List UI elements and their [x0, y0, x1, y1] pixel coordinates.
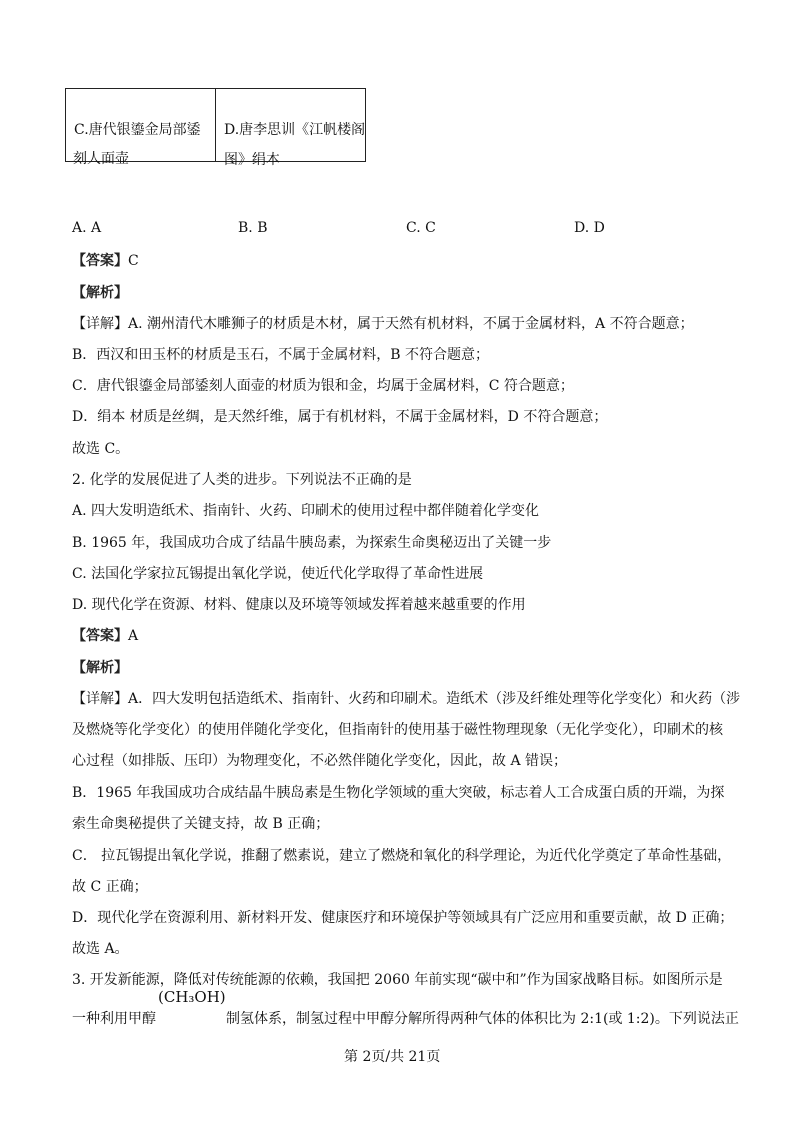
q1-answer: C [128, 253, 139, 269]
q2-detail-line: 心过程（如排版、压印）为物理变化，不必然伴随化学变化，因此，故 A 错误； [72, 753, 568, 769]
q1-option-b: B. B [238, 220, 268, 236]
q3-stem-line2b: 制氢体系，制氢过程中甲醇分解所得两种气体的体积比为 2:1(或 1:2)。下列说法正 [226, 1011, 739, 1027]
q2-analysis-tag: 【解析】 [72, 660, 128, 676]
q3-stem-line1: 3. 开发新能源，降低对传统能源的依赖，我国把 2060 年前实现“碳中和”作为国家战略目标。如图所示是 [72, 972, 723, 988]
q1-detail-line: C．唐代银鎏金局部鋈刻人面壶的材质为银和金，均属于金属材料，C 符合题意； [72, 378, 574, 394]
q1-detail-line: 【详解】A. 潮州清代木雕狮子的材质是木材，属于天然有机材料，不属于金属材料，A 不符合题意； [72, 316, 694, 332]
q2-option-a: A. 四大发明造纸术、指南针、火药、印刷术的使用过程中都伴随着化学变化 [72, 503, 540, 519]
q1-analysis-tag: 【解析】 [72, 285, 128, 301]
q2-detail-line: 【详解】A．四大发明包括造纸术、指南针、火药和印刷术。造纸术（涉及纤维处理等化学变化）和火药（涉 [72, 691, 741, 707]
q2-option-c: C. 法国化学家拉瓦锡提出氧化学说，使近代化学取得了革命性进展 [72, 566, 484, 582]
q2-stem: 2. 化学的发展促进了人类的进步。下列说法不正确的是 [72, 472, 412, 488]
q2-option-b: B. 1965 年，我国成功合成了结晶牛胰岛素，为探索生命奥秘迈出了关键一步 [72, 535, 552, 551]
cell-d-line1: D.唐李思训《江帆楼阁 [224, 122, 366, 138]
q2-option-d: D. 现代化学在资源、材料、健康以及环境等领域发挥着越来越重要的作用 [72, 597, 526, 613]
q1-answer-tag: 【答案】 [72, 253, 128, 269]
q1-detail-line: D．绢本 材质是丝绸，是天然纤维，属于有机材料，不属于金属材料，D 不符合题意； [72, 409, 608, 425]
cell-c-line1: C.唐代银鎏金局部鋈 [74, 122, 201, 138]
page-footer: 第 2页/共 21页 [344, 1049, 441, 1065]
q2-detail-line: 及燃烧等化学变化）的使用伴随化学变化，但指南针的使用基于磁性物理现象（无化学变化），印刷术的核 [72, 722, 723, 738]
q2-answer: A [128, 628, 139, 644]
cell-c-line2: 刻人面壶 [73, 151, 129, 167]
q1-option-d: D. D [574, 220, 605, 236]
q1-option-c: C. C [406, 220, 436, 236]
q2-detail-line: 故选 A。 [72, 941, 129, 957]
q2-detail-line: 故 C 正确； [72, 879, 148, 895]
q2-detail-line: 索生命奥秘提供了关键支持，故 B 正确； [72, 816, 330, 832]
q2-answer-tag: 【答案】 [72, 628, 128, 644]
q2-detail-line: C． 拉瓦锡提出氧化学说，推翻了燃素说，建立了燃烧和氧化的科学理论，为近代化学奠定了革命性基础， [72, 848, 732, 864]
table-cell-d [215, 88, 366, 168]
q1-answer-line [72, 250, 139, 270]
q3-formula: (CH₃OH) [158, 988, 226, 1006]
q3-stem-line2a: 一种利用甲醇 [72, 1011, 156, 1027]
q2-detail-line: D．现代化学在资源利用、新材料开发、健康医疗和环境保护等领域具有广泛应用和重要贡献，故 D 正确； [72, 910, 734, 926]
cell-d-line2: 图》绢本 [224, 152, 280, 168]
q2-detail-line: B．1965 年我国成功合成结晶牛胰岛素是生物化学领域的重大突破，标志着人工合成蛋白质的开端，为探 [72, 785, 725, 801]
q1-option-a: A. A [72, 220, 102, 236]
q1-detail-line: B．西汉和田玉杯的材质是玉石，不属于金属材料，B 不符合题意； [72, 347, 490, 363]
q2-answer-line [72, 625, 138, 645]
q1-detail-line: 故选 C。 [72, 441, 130, 457]
